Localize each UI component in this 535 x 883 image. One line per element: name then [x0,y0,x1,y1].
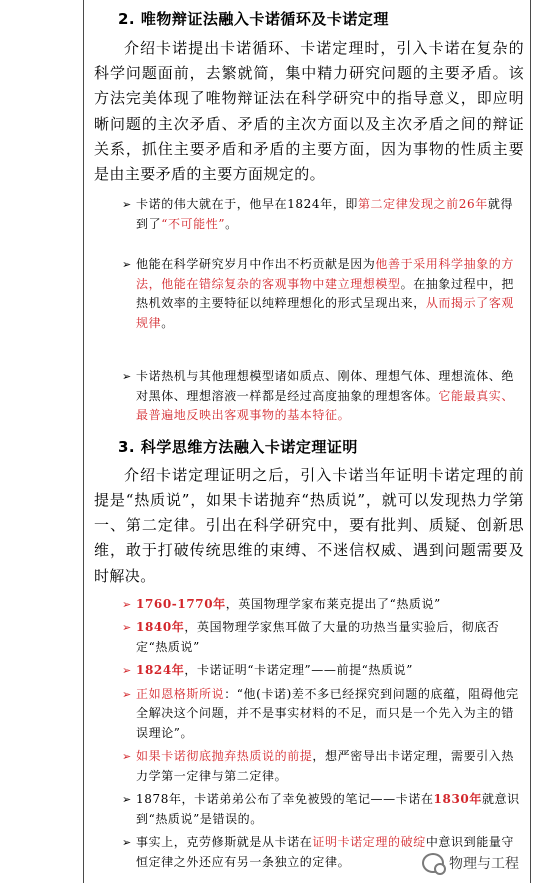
section-3-paragraph: 介绍卡诺定理证明之后，引入卡诺当年证明卡诺定理的前提是“热质说”，如果卡诺抛弃“热质说”，就可以发现热力学第一、第二定律。引出在科学研究中，要有批判、质疑、创新思维，敢于打破传统思维的束缚、不迷信权威、遇到问题需要及时解决。 [94,465,524,585]
arrow-bullet-icon: ➢ [122,687,132,701]
arrow-bullet-icon: ➢ [122,793,132,807]
list-item: ➢ 1824年，卡诺证明“卡诺定理”——前提“热质说” [94,661,524,681]
list-item: ➢ 卡诺的伟大就在于，他早在1824年，即第二定律发现之前26年就得到了“不可能性”。 [122,197,514,231]
arrow-bullet-icon: ➢ [122,370,132,384]
list-item: ➢ 事实上，克劳修斯就是从卡诺在证明卡诺定理的破绽中意识到能量守恒定律之外还应有另一条独立的定律。 [122,835,515,869]
section-3-bullets [94,595,524,873]
list-item: ➢ 正如恩格斯所说：“他(卡诺)差不多已经探究到问题的底蕴，阻碍他完全解决这个问题，并不是事实材料的不足，而只是一个先入为主的错误理论”。 [122,686,519,740]
arrow-bullet-icon: ➢ [122,836,132,850]
watermark-text: 物理与工程 [449,856,519,872]
section-3-heading: 3. 科学思维方法融入卡诺定理证明 [118,437,358,456]
arrow-bullet-icon: ➢ [122,198,132,212]
watermark-logo [422,853,519,873]
list-item: ➢ 1840年，英国物理学家焦耳做了大量的功热当量实验后，彻底否定“热质说” [122,620,500,654]
table-border-left [83,0,84,883]
wechat-icon [422,853,444,873]
list-item: ➢ 他能在科学研究岁月中作出不朽贡献是因为他善于采用科学抽象的方法，他能在错综复杂的客观事物中建立理想模型。在抽象过程中，把热机效率的主要特征以纯粹理想化的形式呈现出来，从而揭示了客观规律。 [122,257,515,330]
section-2-heading: 2. 唯物辩证法融入卡诺循环及卡诺定理 [118,10,389,28]
section-2-bullets [94,195,524,426]
list-item: ➢ 卡诺热机与其他理想模型诸如质点、刚体、理想气体、理想流体、绝对黑体、理想溶液一样都是经过高度抽象的理想客体。它能最真实、最普遍地反映出客观事物的基本特征。 [122,369,515,423]
list-item: ➢ 如果卡诺彻底抛弃热质说的前提，想严密导出卡诺定理，需要引入热力学第一定律与第二定律。 [122,749,515,783]
arrow-bullet-icon: ➢ [122,258,132,272]
list-item: ➢ 1878年，卡诺弟弟公布了幸免被毁的笔记——卡诺在1830年就意识到“热质说”是错误的。 [122,792,520,826]
arrow-bullet-icon: ➢ [122,621,132,635]
arrow-bullet-icon: ➢ [122,597,132,611]
list-item: ➢ 1760-1770年，英国物理学家布莱克提出了“热质说” [94,595,524,615]
content-cell [94,0,524,872]
section-2-paragraph: 介绍卡诺提出卡诺循环、卡诺定理时，引入卡诺在复杂的科学问题面前，去繁就简，集中精力研究问题的主要矛盾。该方法完美体现了唯物辩证法在科学研究中的指导意义，即应明晰问题的主次矛盾、矛盾的主次方面以及主次矛盾之间的辩证关系，抓住主要矛盾和矛盾的主要方面，因为事物的性质主要是由主要矛盾的主要方面规定的。 [94,39,524,184]
arrow-bullet-icon: ➢ [122,664,132,678]
table-border-right [530,0,531,883]
arrow-bullet-icon: ➢ [122,750,132,764]
